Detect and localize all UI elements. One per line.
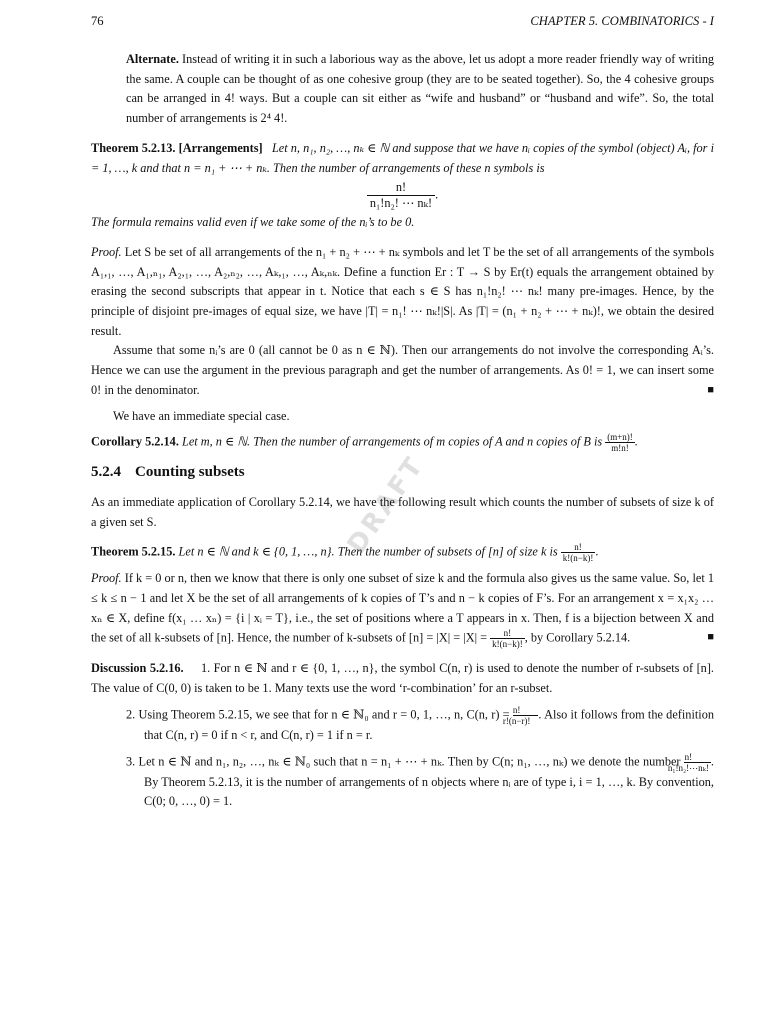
theorem-5-2-13-label: Theorem 5.2.13. [Arrangements] [91,140,263,155]
proof-5-2-13-para2 [91,341,714,400]
proof-5-2-15 [91,569,714,649]
subset-denominator: k!(n−k)! [562,553,594,564]
theorem-5-2-13-remark: The formula remains valid even if we take some of the nᵢ’s to be 0. [91,215,415,230]
alternate-text: Instead of writing it in such a laborious way as the above, let us adopt a more reader friendly way of writing the same. A couple can be thought of as one cohesive group (they are to be seated together). So, the 4 cohesive groups can be arranged in 4! ways. But a couple can sit either as “wife and husband” or “husband and wife”. So, the total number of arrangements is 2⁴ 4!. [126,52,714,126]
corollary-period: . [634,434,638,449]
item-3-text-b: . By Theorem 5.2.13, it is the number of arrangements of n objects where nᵢ are of type i, i = 1, …, k. By convention, C(0; 0, …, 0) = 1. [144,753,714,809]
item-2-fraction [502,704,539,726]
proof-5-2-13-para1 [91,243,714,342]
subset-numerator: n! [561,542,596,553]
item-2-text-a: 2. Using Theorem 5.2.15, we see that for n ∈ ℕ₀ and r = 0, 1, …, n, C(n, r) = [126,707,513,722]
arrangement-denominator: n₁!n₂! ⋯ nₖ! [369,196,433,211]
item-2-numerator: n! [513,705,539,716]
proof-numerator: n! [490,628,525,639]
corollary-denominator: m!n! [611,443,629,454]
item-3-text-a: 3. Let n ∈ ℕ and n₁, n₂, …, nₖ ∈ ℕ₀ such that n = n₁ + ⋯ + nₖ. Then by C(n; n₁, …, nₖ) we denote the number [126,753,684,768]
corollary-label: Corollary 5.2.14. [91,434,179,449]
proof-fraction [490,628,525,649]
draft-watermark: DRAFT [341,450,431,560]
arrangement-formula [91,180,714,211]
arrangement-fraction [367,180,435,211]
alternate-paragraph [126,50,714,129]
item-3-numerator: n! [684,752,711,763]
proof-5-2-15-text: If k = 0 or n, then we know that there is only one subset of size k and the formula also gives us the same value. So, let 1 ≤ k ≤ n − 1 and let X be the set of all arrangements of k copies of T’s and n − k copies of F’s. For an arrangement x = x₁x₂ … xₙ ∈ X, define f(x₁ … xₙ) = {i | xᵢ = T}, i.e., the set of positions where a T appears in x. Then, f is a bijection between X and the set of all k-subsets of [n]. Hence, the number of k-subsets of [n] = |X| = |X| = [91,571,714,645]
page-body [91,50,714,812]
proof-text-2: Assume that some nᵢ’s are 0 (all cannot be 0 as n ∈ ℕ). Then our arrangements do not involve the corresponding Aᵢ’s. Hence we can use the argument in the previous paragraph and get the number of arrangements. As 0! = 1, we can insert some 0! in the denominator. [91,343,714,397]
page-number: 76 [91,14,104,28]
proof-denominator: k!(n−k)! [492,639,523,650]
theorem-5-2-15 [91,542,714,563]
proof-text: Let S be set of all arrangements of the n₁ + n₂ + ⋯ + nₖ symbols and let T be the set of all arrangements of the symbols A₁,₁, …, A₁,ₙ₁, A₂,₁, …, A₂,ₙ₂, …, Aₖ,₁, …, Aₖ,ₙₖ. Define a function Er : T → S by Er(t) equals the arrangement obtained by erasing the second subscripts that appear in t. Notice that each s ∈ S has n₁!n₂! ⋯ nₖ! many pre-images. Hence, by the principle of disjoint pre-images of equal size, we have |T| = n₁! ⋯ nₖ!|S|. As |T| = (n₁ + n₂ + ⋯ + nₖ)!, we obtain the desired result. [91,244,714,338]
corollary-fraction [605,432,635,453]
theorem-5-2-15-statement: Let n ∈ ℕ and k ∈ {0, 1, …, n}. Then the number of subsets of [n] of size k is [175,544,561,559]
section-title: Counting subsets [135,464,245,481]
discussion-item-2 [126,705,714,746]
theorem-5-2-15-period: . [595,544,599,559]
qed-symbol: ■ [707,383,714,396]
item-3-denominator: n₁!n₂!⋯nₖ! [667,762,709,773]
section-intro: As an immediate application of Corollary 5.2.14, we have the following result which counts the number of subsets of size k of a given set S. [91,494,714,529]
arrangement-numerator: n! [367,180,435,196]
proof-label-2: Proof. [91,571,122,586]
discussion-item-1: 1. For n ∈ ℕ and r ∈ {0, 1, …, n}, the symbol C(n, r) is used to denote the number of r-subsets of [n]. The value of C(0, 0) is taken to be 1. Many texts use the word ‘r-combination’ for an r-subset. [91,661,714,696]
subset-fraction [561,542,599,564]
corollary-numerator: (m+n)! [607,432,633,443]
theorem-5-2-15-label: Theorem 5.2.15. [91,544,176,559]
theorem-5-2-13-statement: Let n, n₁, n₂, …, nₖ ∈ ℕ and suppose that we have nᵢ copies of the symbol (object) Aᵢ, for i = 1, …, k and that n = n₁ + ⋯ + nₖ. Then the number of arrangements of these n symbols is [91,140,714,175]
qed-symbol-2: ■ [707,631,714,644]
special-case-text: We have an immediate special case. [113,408,290,423]
corollary-statement: Let m, n ∈ ℕ. Then the number of arrangements of m copies of A and n copies of B is [178,434,606,449]
chapter-title: CHAPTER 5. COMBINATORICS - I [530,14,714,28]
discussion-label: Discussion 5.2.16. [91,661,184,676]
page-header [91,14,714,32]
proof-label: Proof. [91,244,122,259]
item-2-text-b: . Also it follows from the definition that C(n, r) = 0 if n < r, and C(n, r) = 1 if n = r. [144,707,714,742]
theorem-5-2-13 [91,139,714,178]
corollary-5-2-14 [91,432,714,453]
proof-5-2-15-end: , by Corollary 5.2.14. [524,630,631,645]
alternate-label: Alternate. [126,52,179,66]
section-heading [91,463,714,483]
section-number: 5.2.4 [91,464,121,481]
formula-period: . [435,187,439,202]
discussion-item-3 [126,752,714,812]
item-3-fraction [667,751,711,773]
discussion-5-2-16 [91,659,714,698]
item-2-denominator: r!(n−r)! [502,715,531,726]
